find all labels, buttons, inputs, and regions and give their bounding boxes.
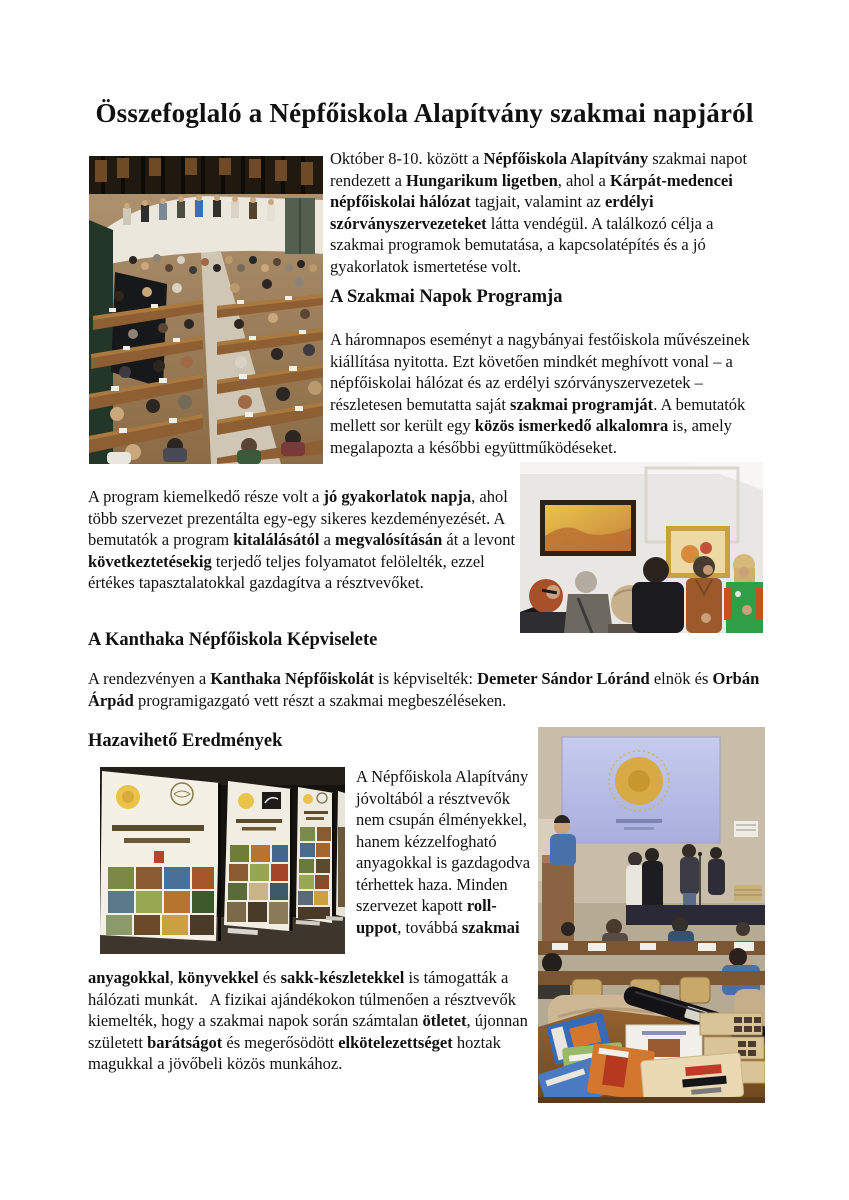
program-paragraph: A háromnapos eseményt a nagybányai festőiskola művészeinek kiállítása nyitotta. Ezt követően mindkét meghívott vonal – a népfőiskolai hálózat és az erdélyi szórványszervezetek – részletesen bemutatta saját szakmai programját. A bemutatók mellett sor került egy közös ismerkedő alkalomra is, amely megalapozta a későbbi együttműködéseket. — [330, 330, 750, 457]
heading-kanthaka: A Kanthaka Népfőiskola Képviselete — [88, 630, 378, 650]
photo-conference-overhead — [89, 156, 323, 464]
photo-conference-handouts — [538, 727, 765, 1103]
page-title: Összefoglaló a Népfőiskola Alapítvány szakmai napjáról — [95, 98, 754, 128]
handouts-illustration — [538, 727, 765, 1103]
kanthaka-paragraph: A rendezvényen a Kanthaka Népfőiskolát is képviselték: Demeter Sándor Lóránd elnök és Orbán Árpád programigazgató vett részt a szakmai megbeszéléseken. — [88, 669, 760, 710]
photo-rollup-banners — [100, 767, 345, 954]
conference-overhead-illustration — [89, 156, 323, 464]
results-wide-paragraph: anyagokkal, könyvekkel és sakk-készletekkel is támogatták a hálózati munkát. A fizikai ajándékokon túlmenően a résztvevők kiemelték, hogy a szakmai napok során számtalan ötletet, újonnan született barátságot és megerősödött elkötelezettséget hoztak magukkal a jövőbeli közös munkához. — [88, 968, 528, 1073]
good-practices-paragraph: A program kiemelkedő része volt a jó gyakorlatok napja, ahol több szervezet prezentálta egy-egy sikeres kezdeményezését. A bemutatók a program kitalálásától a megvalósításán át a levont következtetésekig terjedő teljes folyamatot felölelték, ezzel értékes tapasztalatokkal gazdagítva a résztvevőket. — [88, 487, 516, 592]
heading-program: A Szakmai Napok Programja — [330, 287, 563, 307]
photo-gallery-exhibition — [520, 462, 763, 633]
banners-illustration — [100, 767, 345, 954]
gallery-illustration — [520, 462, 763, 633]
results-column-paragraph: A Népfőiskola Alapítvány jóvoltából a résztvevők nem csupán élményekkel, hanem kézzelfogható anyagokkal is gazdagodva térhettek haza. Minden szervezet kapott roll-uppot, továbbá szakmai — [356, 767, 531, 937]
heading-results: Hazavihető Eredmények — [88, 731, 283, 751]
intro-paragraph: Október 8-10. között a Népfőiskola Alapítvány szakmai napot rendezett a Hungarikum ligetben, ahol a Kárpát-medencei népfőiskolai hálózat tagjait, valamint az erdélyi szórványszervezeteket látta vendégül. A találkozó célja a szakmai programok bemutatása, a kapcsolatépítés és a jó gyakorlatok ismertetése volt. — [330, 149, 748, 276]
